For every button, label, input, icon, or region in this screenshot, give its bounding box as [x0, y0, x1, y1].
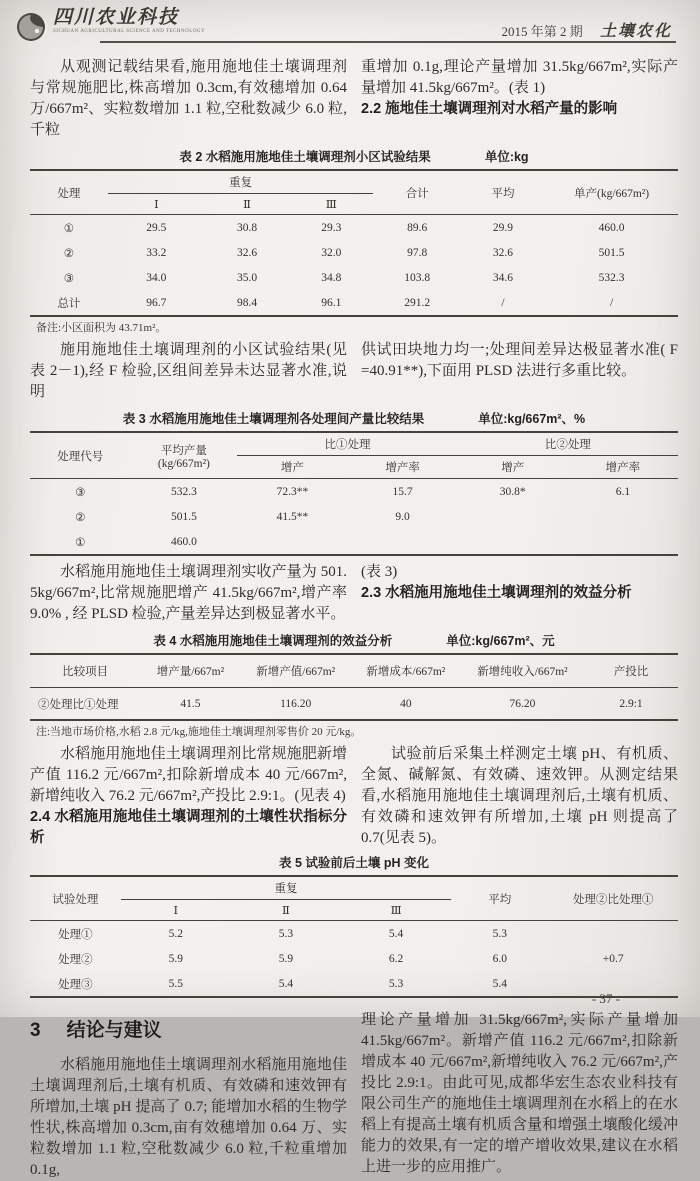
table5-header-rep3: Ⅲ	[341, 900, 451, 921]
cell: 5.5	[168, 977, 183, 990]
cell: 5.9	[168, 952, 183, 965]
cell: 460.0	[170, 535, 197, 548]
section-heading-2-3: 2.3 水稻施用施地佳土壤调理剂的效益分析	[361, 585, 632, 601]
paragraph-band-4	[30, 744, 678, 849]
paragraph: 试验前后采集土样测定土壤 pH、有机质、全氮、碱解氮、有效磷、速效钾。从测定结果看,水稻施用施地佳土壤调理剂后,土壤有机质、有效磷和速效钾有所增加,土壤 pH 则提高了 0.7(见表 5)。	[361, 746, 678, 846]
paragraph: 水稻施用施地佳土壤调理剂实收产量为 501. 5kg/667m²,比常规施肥增产 41.5kg/667m²,增产率 9.0% , 经 PLSD 检验,产量差异达到极显著水平。	[30, 564, 347, 622]
cell: ②处理比①处理	[38, 698, 119, 711]
section-title: 结论与建议	[66, 1020, 162, 1041]
section-number: 3	[30, 1020, 41, 1041]
cell	[568, 529, 678, 555]
table-row	[30, 479, 678, 505]
header-rule	[100, 41, 676, 43]
table3-header-rate1: 增产率	[348, 456, 458, 479]
cell: 501.5	[598, 246, 625, 259]
cell: +0.7	[602, 952, 624, 965]
table-row	[30, 290, 678, 316]
cell: 2.9:1	[619, 697, 643, 710]
paragraph: 重增加 0.1g,理论产量增加 31.5kg/667m²,实际产量增加 41.5kg/667m²。(表 1)	[361, 59, 678, 96]
cell: 5.2	[168, 927, 183, 940]
issue-number: 2015 年第 2 期	[501, 24, 583, 39]
table3-unit: 单位:kg/667m²、%	[478, 412, 586, 426]
table2-caption	[30, 147, 678, 165]
table5-caption	[30, 853, 678, 871]
table4-header: 新增产值/667m²	[241, 654, 351, 688]
table2-header-rep1: Ⅰ	[108, 194, 205, 215]
cell: 6.1	[615, 485, 631, 498]
section-heading-3	[30, 1020, 347, 1041]
cell: 32.6	[492, 246, 514, 259]
table4-note: 注:当地市场价格,水稻 2.8 元/kg,施地佳土壤调理剂零售价 20 元/kg。	[36, 726, 362, 738]
table2-header-rep2: Ⅱ	[205, 194, 289, 215]
table3-header-group1: 比①处理	[237, 432, 457, 456]
cell: ①	[75, 536, 86, 549]
cell: 41.5**	[276, 510, 309, 523]
table3-header-group2: 比②处理	[458, 432, 678, 456]
table3-header-code: 处理代号	[30, 432, 130, 479]
cell: 9.0	[395, 510, 410, 523]
table5-header-rep2: Ⅱ	[231, 900, 341, 921]
cell: 15.7	[392, 485, 413, 498]
cell: 29.9	[492, 221, 514, 234]
table-row	[30, 529, 678, 555]
paragraph: 施用施地佳土壤调理剂的小区试验结果(见表 2－1),经 F 检验,区组间差异未达显著水准,说明	[30, 342, 347, 400]
cell: 116.20	[280, 697, 312, 710]
cell: 29.5	[146, 221, 167, 234]
column-name: 土壤农化	[599, 23, 672, 40]
cell: 40	[400, 697, 412, 710]
cell: 处理①	[58, 928, 93, 941]
cell: 6.0	[492, 952, 507, 965]
table2-header-treat: 处理	[30, 170, 108, 215]
cell: 5.3	[388, 977, 404, 990]
journal-logo	[14, 8, 205, 44]
table4-header: 新增纯收入/667m²	[461, 654, 584, 688]
cell: /	[501, 296, 505, 309]
cell: 34.8	[321, 271, 342, 284]
table3-header-avg: 平均产量 (kg/667m²)	[130, 432, 237, 479]
cell: 34.0	[146, 271, 167, 284]
journal-logo-icon	[14, 10, 48, 44]
paragraph: 从观测记载结果看,施用施地佳土壤调理剂与常规施肥比,株高增加 0.3cm,有效穗增加 0.64 万/667m²、实粒数增加 1.1 粒,空秕数减少 6.0 粒,千粒	[30, 59, 347, 138]
paragraph: 供试田块地力均一;处理间差异达极显著水准( F =40.91**),下面用 PLSD 法进行多重比较。	[361, 342, 678, 379]
table4-caption	[30, 631, 678, 649]
cell: ②	[75, 511, 86, 524]
page-number: - 37 -	[591, 991, 620, 1006]
table4-header: 增产量/667m²	[140, 654, 240, 688]
journal-logo-title: 四川农业科技	[53, 7, 180, 28]
cell: 72.3**	[276, 485, 309, 498]
section-heading-2-2: 2.2 施地佳土壤调理剂对水稻产量的影响	[361, 101, 618, 117]
cell: 97.8	[407, 246, 428, 259]
cell: 5.3	[278, 927, 294, 940]
issue-info	[501, 18, 672, 41]
cell: 30.8	[236, 221, 258, 234]
table5-header-avg: 平均	[451, 876, 548, 921]
cell: 30.8*	[499, 485, 526, 498]
table-row	[30, 504, 678, 529]
cell: 5.4	[278, 977, 294, 990]
table3-caption	[30, 409, 678, 427]
table-row	[30, 240, 678, 265]
paragraph: 理论产量增加 31.5kg/667m²,实际产量增加 41.5kg/667m²。新增产值 116.2 元/667m²,扣除新增成本 40 元/667m²,新增纯收入 76.2 元/667m²,产投比 2.9:1。由此可见,成都华宏生态农业科技有限公司生产的施地佳土壤调理剂在水稻上的在水稻上有提高土壤有机质含量和增强土壤酸化缓冲能力的效果,有一定的增产增收效果,建议在水稻上进一步的应用推广。	[361, 1012, 678, 1175]
table4	[30, 653, 678, 721]
cell: 532.3	[170, 485, 197, 498]
cell	[458, 529, 568, 555]
cell: 34.6	[492, 271, 514, 284]
table4-header: 比较项目	[30, 654, 140, 688]
cell: ③	[63, 272, 75, 285]
table2-header-total: 合计	[373, 170, 460, 215]
table2	[30, 169, 678, 317]
table3-header-inc1: 增产	[237, 456, 347, 479]
conclusion-band	[30, 1010, 678, 1181]
table5	[30, 875, 678, 998]
table-row	[30, 921, 678, 947]
table2-header-yield: 单产(kg/667m²)	[545, 170, 678, 215]
paragraph: 水稻施用施地佳土壤调理剂水稻施用施地佳土壤调理剂后,土壤有机质、有效磷和速效钾有所增加,土壤 pH 提高了 0.7; 能增加水稻的生物学性状,株高增加 0.3cm,亩有效穗增加 0.64 万、实粒数增加 1.1 粒,空秕数减少 6.0 粒,千粒重增加 0.1g,	[30, 1057, 347, 1178]
cell: ②	[63, 247, 75, 260]
table4-title: 表 4 水稻施用施地佳土壤调理剂的效益分析	[153, 634, 393, 648]
table2-header-group: 重复	[108, 170, 374, 194]
cell: 291.2	[404, 296, 431, 309]
cell	[348, 529, 458, 555]
table5-header-diff: 处理②比处理①	[548, 876, 678, 921]
table3-title: 表 3 水稻施用施地佳土壤调理剂各处理间产量比较结果	[122, 412, 425, 426]
cell: 6.2	[388, 952, 404, 965]
cell	[548, 921, 678, 947]
cell: 532.3	[598, 271, 625, 284]
cell: 460.0	[598, 221, 625, 234]
table5-header-rep1: Ⅰ	[121, 900, 231, 921]
cell: 96.1	[321, 296, 342, 309]
paragraph: 水稻施用施地佳土壤调理剂比常规施肥新增产值 116.2 元/667m²,扣除新增成本 40 元/667m²,新增纯收入 76.2 元/667m²,产投比 2.9:1。(见表 4)	[30, 746, 347, 804]
table2-header-avg: 平均	[461, 170, 545, 215]
cell: 5.4	[388, 927, 404, 940]
cell	[458, 504, 568, 529]
table5-header-group: 重复	[121, 876, 451, 900]
section-heading-2-4: 2.4 水稻施用施地佳土壤调理剂的土壤性状指标分析	[30, 809, 347, 846]
table-row	[30, 215, 678, 241]
cell: ③	[75, 486, 86, 499]
cell: 501.5	[170, 510, 197, 523]
cell: 29.3	[321, 221, 342, 234]
cell: 处理③	[58, 978, 93, 991]
cell: 76.20	[509, 697, 536, 710]
table2-note: 备注:小区面积为 43.71m²。	[36, 322, 167, 334]
table2-title: 表 2 水稻施用施地佳土壤调理剂小区试验结果	[179, 150, 431, 164]
paragraph-band-1	[30, 57, 678, 141]
journal-logo-subtitle: SICHUAN AGRICULTURAL SCIENCE AND TECHNOLOGY	[53, 29, 206, 34]
table5-title: 表 5 试验前后土壤 pH 变化	[278, 856, 429, 870]
paragraph: (表 3)	[361, 564, 398, 580]
table2-header-rep3: Ⅲ	[289, 194, 373, 215]
table-row	[30, 265, 678, 290]
cell: 5.4	[492, 977, 507, 990]
table5-header-treat: 试验处理	[30, 876, 121, 921]
table4-header: 新增成本/667m²	[351, 654, 461, 688]
table4-header: 产投比	[584, 654, 678, 688]
table-row	[30, 688, 678, 721]
table-row	[30, 971, 678, 997]
cell: /	[609, 296, 614, 309]
table3-header-inc2: 增产	[458, 456, 568, 479]
cell	[568, 504, 678, 529]
cell: 处理②	[58, 953, 93, 966]
cell: 33.2	[146, 246, 167, 259]
table3-header-rate2: 增产率	[568, 456, 678, 479]
cell: 96.7	[146, 296, 167, 309]
paragraph-band-2	[30, 340, 678, 403]
cell: 32.0	[321, 246, 342, 259]
table2-unit: 单位:kg	[484, 150, 529, 164]
cell	[237, 529, 347, 555]
page-header	[30, 8, 678, 48]
table-row	[30, 946, 678, 971]
cell: 89.6	[407, 221, 428, 234]
cell: 5.3	[492, 927, 507, 940]
table3	[30, 431, 678, 556]
cell: 35.0	[236, 271, 258, 284]
paragraph-band-3	[30, 562, 678, 625]
cell: 5.9	[278, 952, 294, 965]
cell: 32.6	[236, 246, 258, 259]
cell: ①	[63, 222, 75, 235]
cell: 总计	[57, 297, 81, 310]
cell: 98.4	[236, 296, 258, 309]
cell: 41.5	[180, 697, 201, 710]
cell: 103.8	[404, 271, 431, 284]
table4-unit: 单位:kg/667m²、元	[446, 634, 555, 648]
